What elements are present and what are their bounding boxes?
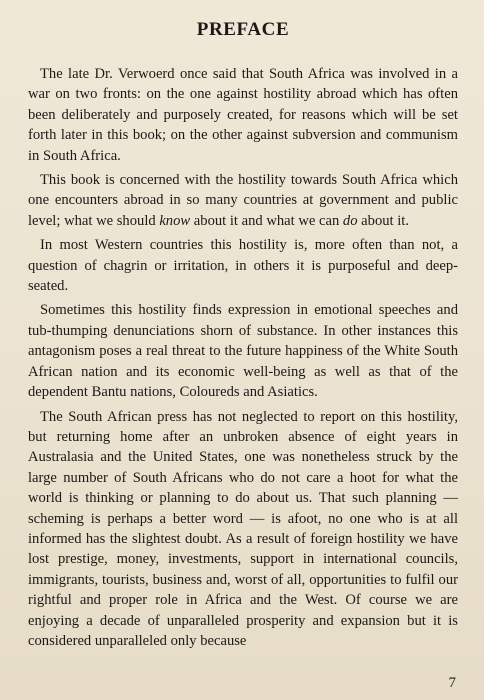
page-number: 7 xyxy=(448,675,456,691)
paragraph-2-text-2: about it and what we can xyxy=(190,212,343,229)
paragraph-3-text-1: In most Western countries this hostility is, more often than not, a question of chagrin or irritation, in others it is purposeful and deep-seated. xyxy=(28,237,458,295)
paragraph-2 xyxy=(28,170,458,231)
paragraph-4-text-1: Sometimes this hostility finds expression in emotional speeches and tub-thumping denunciations shorn of substance. In other instances this antagonism poses a real threat to the future happiness of the White South African nation and its economic well-being as well as that of the dependent Bantu nations, Coloureds and Asiatics. xyxy=(28,302,458,401)
paragraph-1-text-1: The late Dr. Verwoerd once said that South Africa was involved in a war on two fronts: on the one against hostility abroad which has often been deliberately and purposely created, for reasons which will be set forth later in this book; on the other against subversion and communism in South Africa. xyxy=(28,66,458,164)
paragraph-5 xyxy=(28,407,458,652)
paragraph-2-text-3: about it. xyxy=(357,212,409,229)
paragraph-1 xyxy=(28,64,458,166)
paragraph-3 xyxy=(28,235,458,296)
page-title: PREFACE xyxy=(196,19,290,40)
paragraph-4 xyxy=(28,300,458,402)
emphasis-know: know xyxy=(159,212,191,229)
paragraph-2-text-1: This book is concerned with the hostility towards South Africa which one encounters abroad in so many countries at government and public level; what we should xyxy=(28,172,458,229)
emphasis-do: do xyxy=(342,212,358,229)
paragraph-5-text-1: The South African press has not neglected to report on this hostility, but returning home after an unbroken absence of eight years in Australasia and the United States, one was nonetheless struck by the large number of South Africans who do not care a hoot for what the world is thinking or planning to do about us. That such planning — scheming is perhaps a better word — is afoot, no one who is at all informed has the slightest doubt. As a result of foreign hostility we have lost prestige, money, investments, support in international councils, immigrants, tourists, business and, worst of all, opportunities to fulfil our rightful and proper role in Africa and the West. Of course we are enjoying a decade of unparalleled prosperity and expansion but it is considered unparalleled only because xyxy=(28,408,458,649)
preface-body xyxy=(28,64,458,651)
